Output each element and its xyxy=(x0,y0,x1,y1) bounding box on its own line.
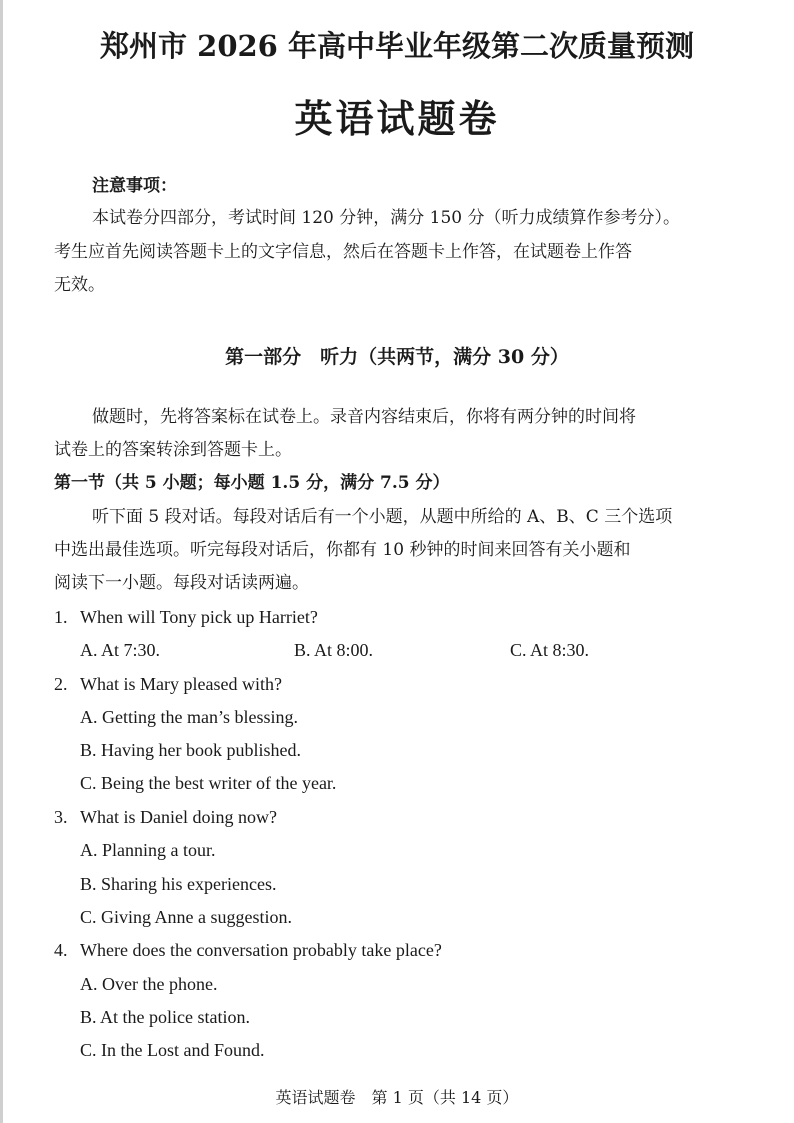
q1-option-a: A. At 7:30. xyxy=(80,640,161,660)
question-text: What is Mary pleased with? xyxy=(80,674,282,694)
question-3 xyxy=(54,807,277,827)
q4-option-a: A. Over the phone. xyxy=(80,974,218,994)
q1-option-c: C. At 8:30. xyxy=(510,640,590,660)
question-number: 4. xyxy=(54,940,68,960)
question-number: 2. xyxy=(54,674,68,694)
q4-option-b: B. At the police station. xyxy=(80,1007,250,1027)
q1-option-b: B. At 8:00. xyxy=(294,640,374,660)
page-footer: 英语试题卷 第 1 页（共 14 页） xyxy=(275,1088,519,1107)
q3-option-b: B. Sharing his experiences. xyxy=(80,874,277,894)
question-2 xyxy=(54,674,282,694)
notice-heading: 注意事项： xyxy=(92,176,177,196)
question-text: What is Daniel doing now? xyxy=(80,807,277,827)
exam-main-title: 郑州市 2026 年高中毕业年级第二次质量预测 xyxy=(100,29,694,63)
part1-intro-line-1: 做题时，先将答案标在试卷上。录音内容结束后，你将有两分钟的时间将 xyxy=(92,407,636,427)
question-text: Where does the conversation probably take place? xyxy=(80,940,442,960)
section1-title: 第一节（共 5 小题；每小题 1.5 分，满分 7.5 分） xyxy=(54,473,450,493)
question-number: 3. xyxy=(54,807,68,827)
section1-intro-line-1: 听下面 5 段对话。每段对话后有一个小题，从题中所给的 A、B、C 三个选项 xyxy=(92,507,673,527)
q2-option-b: B. Having her book published. xyxy=(80,740,301,760)
part1-intro-line-2: 试卷上的答案转涂到答题卡上。 xyxy=(54,440,292,460)
q2-option-c: C. Being the best writer of the year. xyxy=(80,773,337,793)
question-1 xyxy=(54,607,318,627)
notice-line-2: 考生应首先阅读答题卡上的文字信息，然后在答题卡上作答，在试题卷上作答 xyxy=(54,242,632,262)
notice-line-1: 本试卷分四部分，考试时间 120 分钟，满分 150 分（听力成绩算作参考分）。 xyxy=(92,208,681,228)
section1-intro-line-2: 中选出最佳选项。听完每段对话后，你都有 10 秒钟的时间来回答有关小题和 xyxy=(54,540,631,560)
section1-intro-line-3: 阅读下一小题。每段对话读两遍。 xyxy=(54,573,309,593)
q3-option-a: A. Planning a tour. xyxy=(80,840,216,860)
question-text: When will Tony pick up Harriet? xyxy=(80,607,318,627)
q4-option-c: C. In the Lost and Found. xyxy=(80,1040,265,1060)
question-4 xyxy=(54,940,442,960)
part1-title: 第一部分 听力（共两节，满分 30 分） xyxy=(225,346,569,368)
exam-subject-title: 英语试题卷 xyxy=(294,96,500,141)
q2-option-a: A. Getting the man’s blessing. xyxy=(80,707,298,727)
q3-option-c: C. Giving Anne a suggestion. xyxy=(80,907,292,927)
scan-edge xyxy=(0,0,3,1123)
notice-line-3: 无效。 xyxy=(54,275,105,295)
question-number: 1. xyxy=(54,607,68,627)
